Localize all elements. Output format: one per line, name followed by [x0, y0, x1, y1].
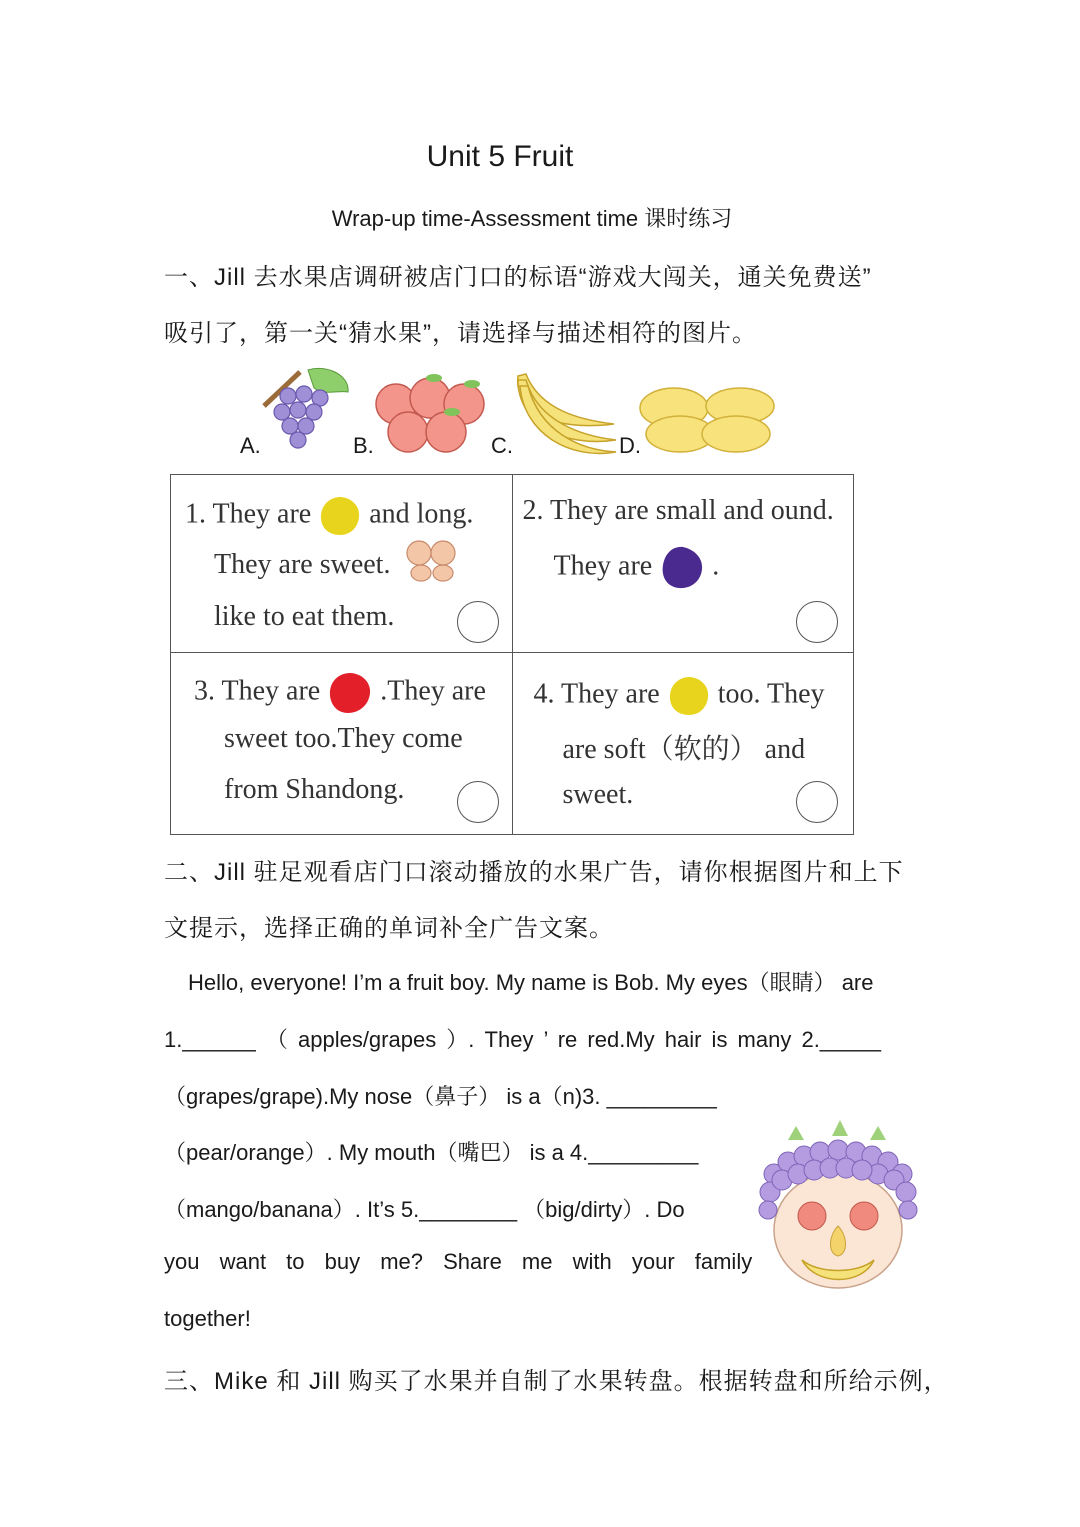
riddle-1-text-a: 1. They are — [185, 498, 312, 530]
red-color-blob-icon — [327, 671, 373, 715]
fruit-boy-face-icon — [758, 1118, 918, 1290]
riddle-grid — [170, 474, 854, 835]
answer-circle-1[interactable] — [457, 601, 499, 643]
riddle-4-line2: are soft（软的） and — [562, 734, 806, 766]
grapes-icon — [258, 366, 354, 456]
option-a-label: A. — [240, 433, 261, 458]
ad-text-line7: together! — [164, 1306, 251, 1331]
ad-text-line6: you want to buy me? Share me with your family — [164, 1249, 753, 1274]
section2-instruction-line1: 二、Jill 驻足观看店门口滚动播放的水果广告，请你根据图片和上下 — [164, 859, 904, 886]
riddle-cell-3 — [171, 653, 513, 835]
mangoes-icon — [638, 384, 778, 456]
riddle-4-text-b: too. They — [717, 678, 825, 710]
riddle-3-text-b: .They are — [380, 675, 486, 707]
section2-instruction-line2: 文提示，选择正确的单词补全广告文案。 — [164, 915, 614, 942]
yellow-color-blob-icon — [667, 675, 711, 717]
ad-text-line2: 1.______ （ apples/grapes ）. They ’ re red.My hair is many 2._____ — [164, 1027, 881, 1052]
answer-circle-4[interactable] — [796, 781, 838, 823]
page-subtitle: Wrap-up time-Assessment time 课时练习 — [331, 206, 733, 231]
riddle-1-text-b: and long. — [369, 498, 474, 530]
riddle-4-line3: sweet. — [562, 779, 634, 811]
riddle-cell-1 — [171, 475, 513, 653]
section1-instruction-line1: 一、Jill 去水果店调研被店门口的标语“游戏大闯关，通关免费送” — [164, 264, 872, 291]
riddle-cell-2 — [512, 475, 854, 653]
monkeys-icon — [403, 537, 461, 583]
option-b-label: B. — [353, 433, 374, 458]
riddle-cell-4 — [512, 653, 854, 835]
page-title: Unit 5 Fruit — [426, 140, 574, 173]
riddle-3-line3: from Shandong. — [224, 774, 405, 806]
riddle-2-text-a: They are — [553, 550, 653, 582]
ad-text-line4: （pear/orange）. My mouth（嘴巴） is a 4._________ — [164, 1140, 699, 1165]
purple-color-blob-icon — [659, 545, 705, 591]
option-c-label: C. — [491, 433, 513, 458]
ad-text-line5: （mango/banana）. It’s 5.________ （big/dirty）. Do — [164, 1197, 685, 1222]
riddle-3-line2: sweet too.They come — [224, 723, 463, 755]
ad-text-line3: （grapes/grape).My nose（鼻子） is a（n)3. _________ — [164, 1084, 717, 1109]
apples-icon — [372, 368, 492, 454]
option-d-label: D. — [619, 433, 641, 458]
riddle-2-line1: 2. They are small and ound. — [522, 495, 834, 526]
answer-circle-2[interactable] — [796, 601, 838, 643]
section3-instruction-line1: 三、Mike 和 Jill 购买了水果并自制了水果转盘。根据转盘和所给示例， — [164, 1368, 949, 1395]
ad-text-line1: Hello, everyone! I’m a fruit boy. My name is Bob. My eyes（眼睛） are — [188, 970, 874, 995]
riddle-4-text-a: 4. They are — [533, 678, 660, 710]
answer-circle-3[interactable] — [457, 781, 499, 823]
yellow-color-blob-icon — [318, 495, 362, 537]
riddle-2-text-b: . — [712, 550, 720, 582]
riddle-3-text-a: 3. They are — [194, 675, 321, 707]
bananas-icon — [510, 370, 620, 456]
riddle-1-line3: like to eat them. — [214, 601, 395, 632]
riddle-1-line2: They are sweet. — [214, 549, 391, 580]
section1-instruction-line2: 吸引了，第一关“猜水果”，请选择与描述相符的图片。 — [164, 320, 757, 347]
